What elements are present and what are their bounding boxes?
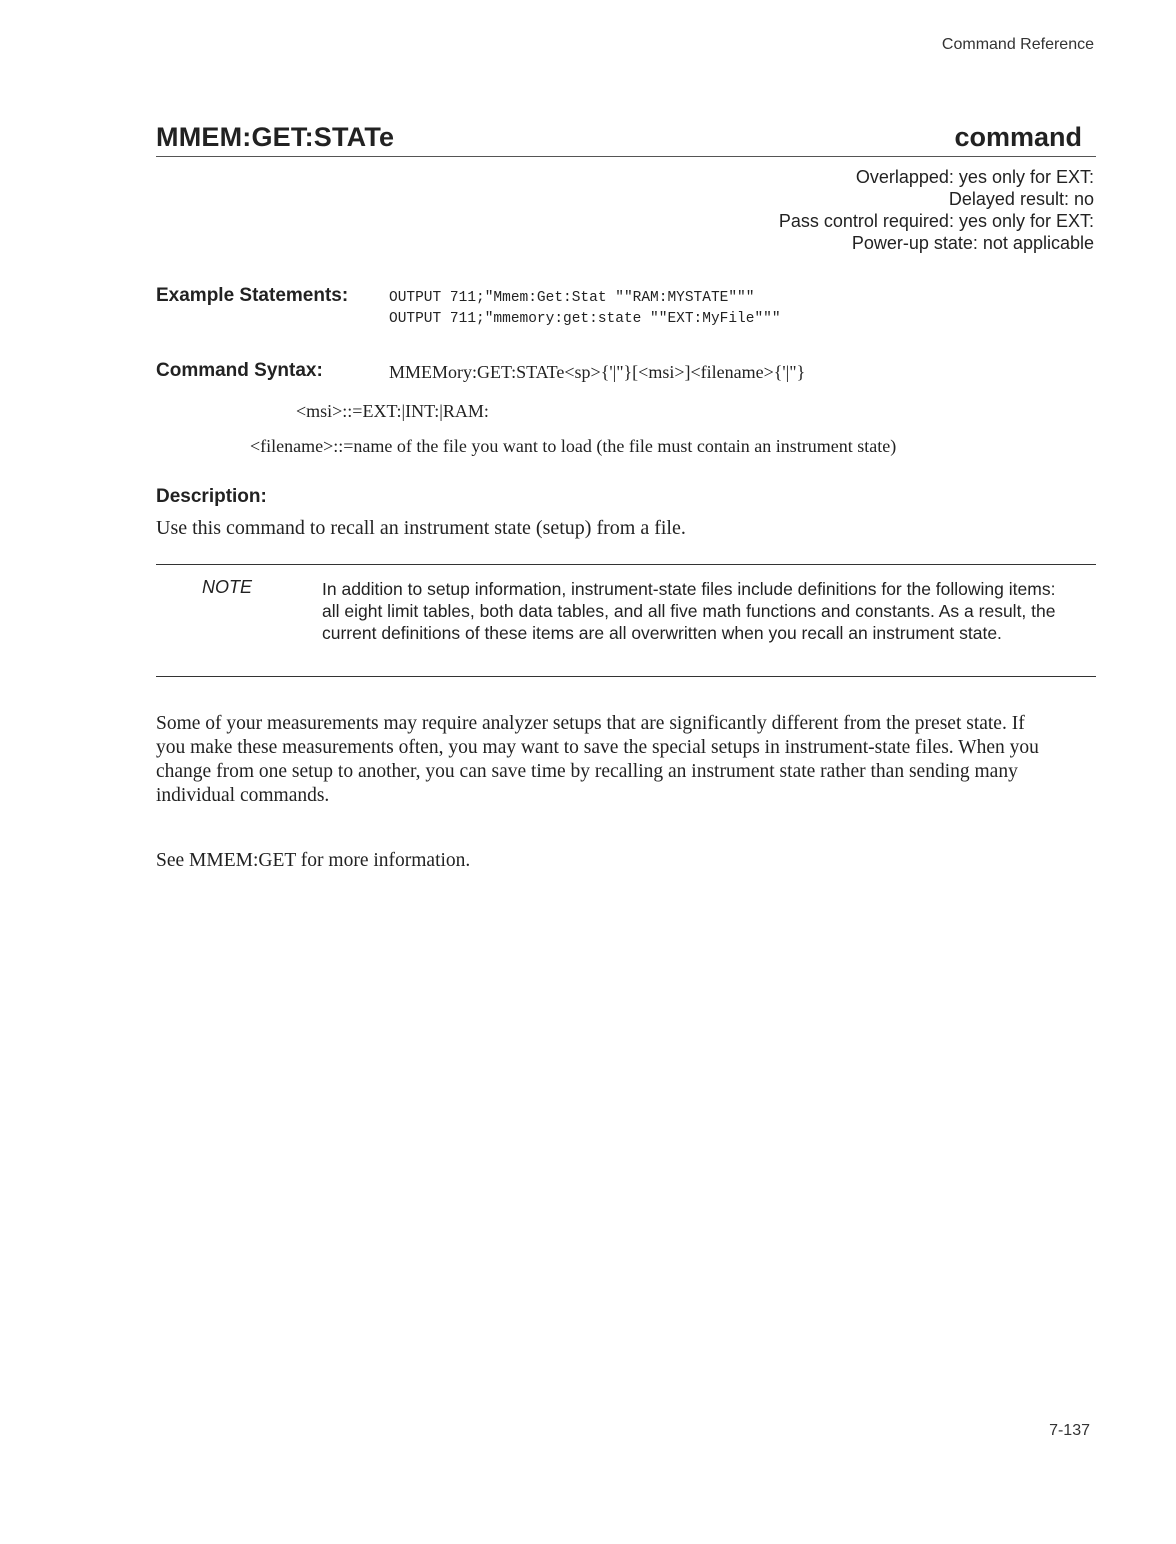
command-title: MMEM:GET:STATe	[156, 122, 395, 152]
filename-definition: <filename>::=name of the file you want to load (the file must contain an instrument state)	[250, 436, 897, 456]
command-properties	[779, 166, 1094, 254]
msi-definition: <msi>::=EXT:|INT:|RAM:	[296, 401, 489, 421]
command-syntax-label: Command Syntax:	[156, 360, 323, 381]
command-syntax: MMEMory:GET:STATe<sp>{'|"}[<msi>]<filename>{'|"}	[389, 362, 806, 382]
example-line: OUTPUT 711;"mmemory:get:state ""EXT:MyFile"""	[389, 311, 781, 327]
example-statements-label: Example Statements:	[156, 285, 349, 306]
property-delayed-result: Delayed result: no	[948, 189, 1094, 209]
note-text: In addition to setup information, instrument-state files include definitions for the following items: all eight limit tables, both data tables, and all five math functions and constants. As a result, the current definitions of these items are all overwritten when you recall an instrument state.	[322, 579, 1056, 643]
note-bottom-rule	[156, 676, 1096, 677]
page-number: 7-137	[1049, 1422, 1090, 1439]
running-header: Command Reference	[941, 36, 1094, 53]
property-pass-control: Pass control required: yes only for EXT:	[778, 211, 1094, 231]
description-text: Use this command to recall an instrument state (setup) from a file.	[156, 517, 686, 539]
property-overlapped: Overlapped: yes only for EXT:	[855, 167, 1094, 187]
command-type-label: command	[954, 122, 1082, 152]
body-paragraph: Some of your measurements may require analyzer setups that are significantly different from the preset state. If you make these measurements often, you may want to save the special setups in instrument-state files. When you change from one setup to another, you can save time by recalling an instrument state rather than sending many individual commands.	[156, 713, 1039, 806]
note-top-rule	[156, 564, 1096, 565]
example-line: OUTPUT 711;"Mmem:Get:Stat ""RAM:MYSTATE"""	[389, 290, 755, 306]
note-label: NOTE	[202, 577, 253, 597]
example-statements	[389, 288, 781, 330]
property-power-up-state: Power-up state: not applicable	[851, 233, 1094, 253]
description-label: Description:	[156, 486, 267, 507]
see-also-text: See MMEM:GET for more information.	[156, 850, 471, 871]
title-divider	[156, 156, 1096, 157]
